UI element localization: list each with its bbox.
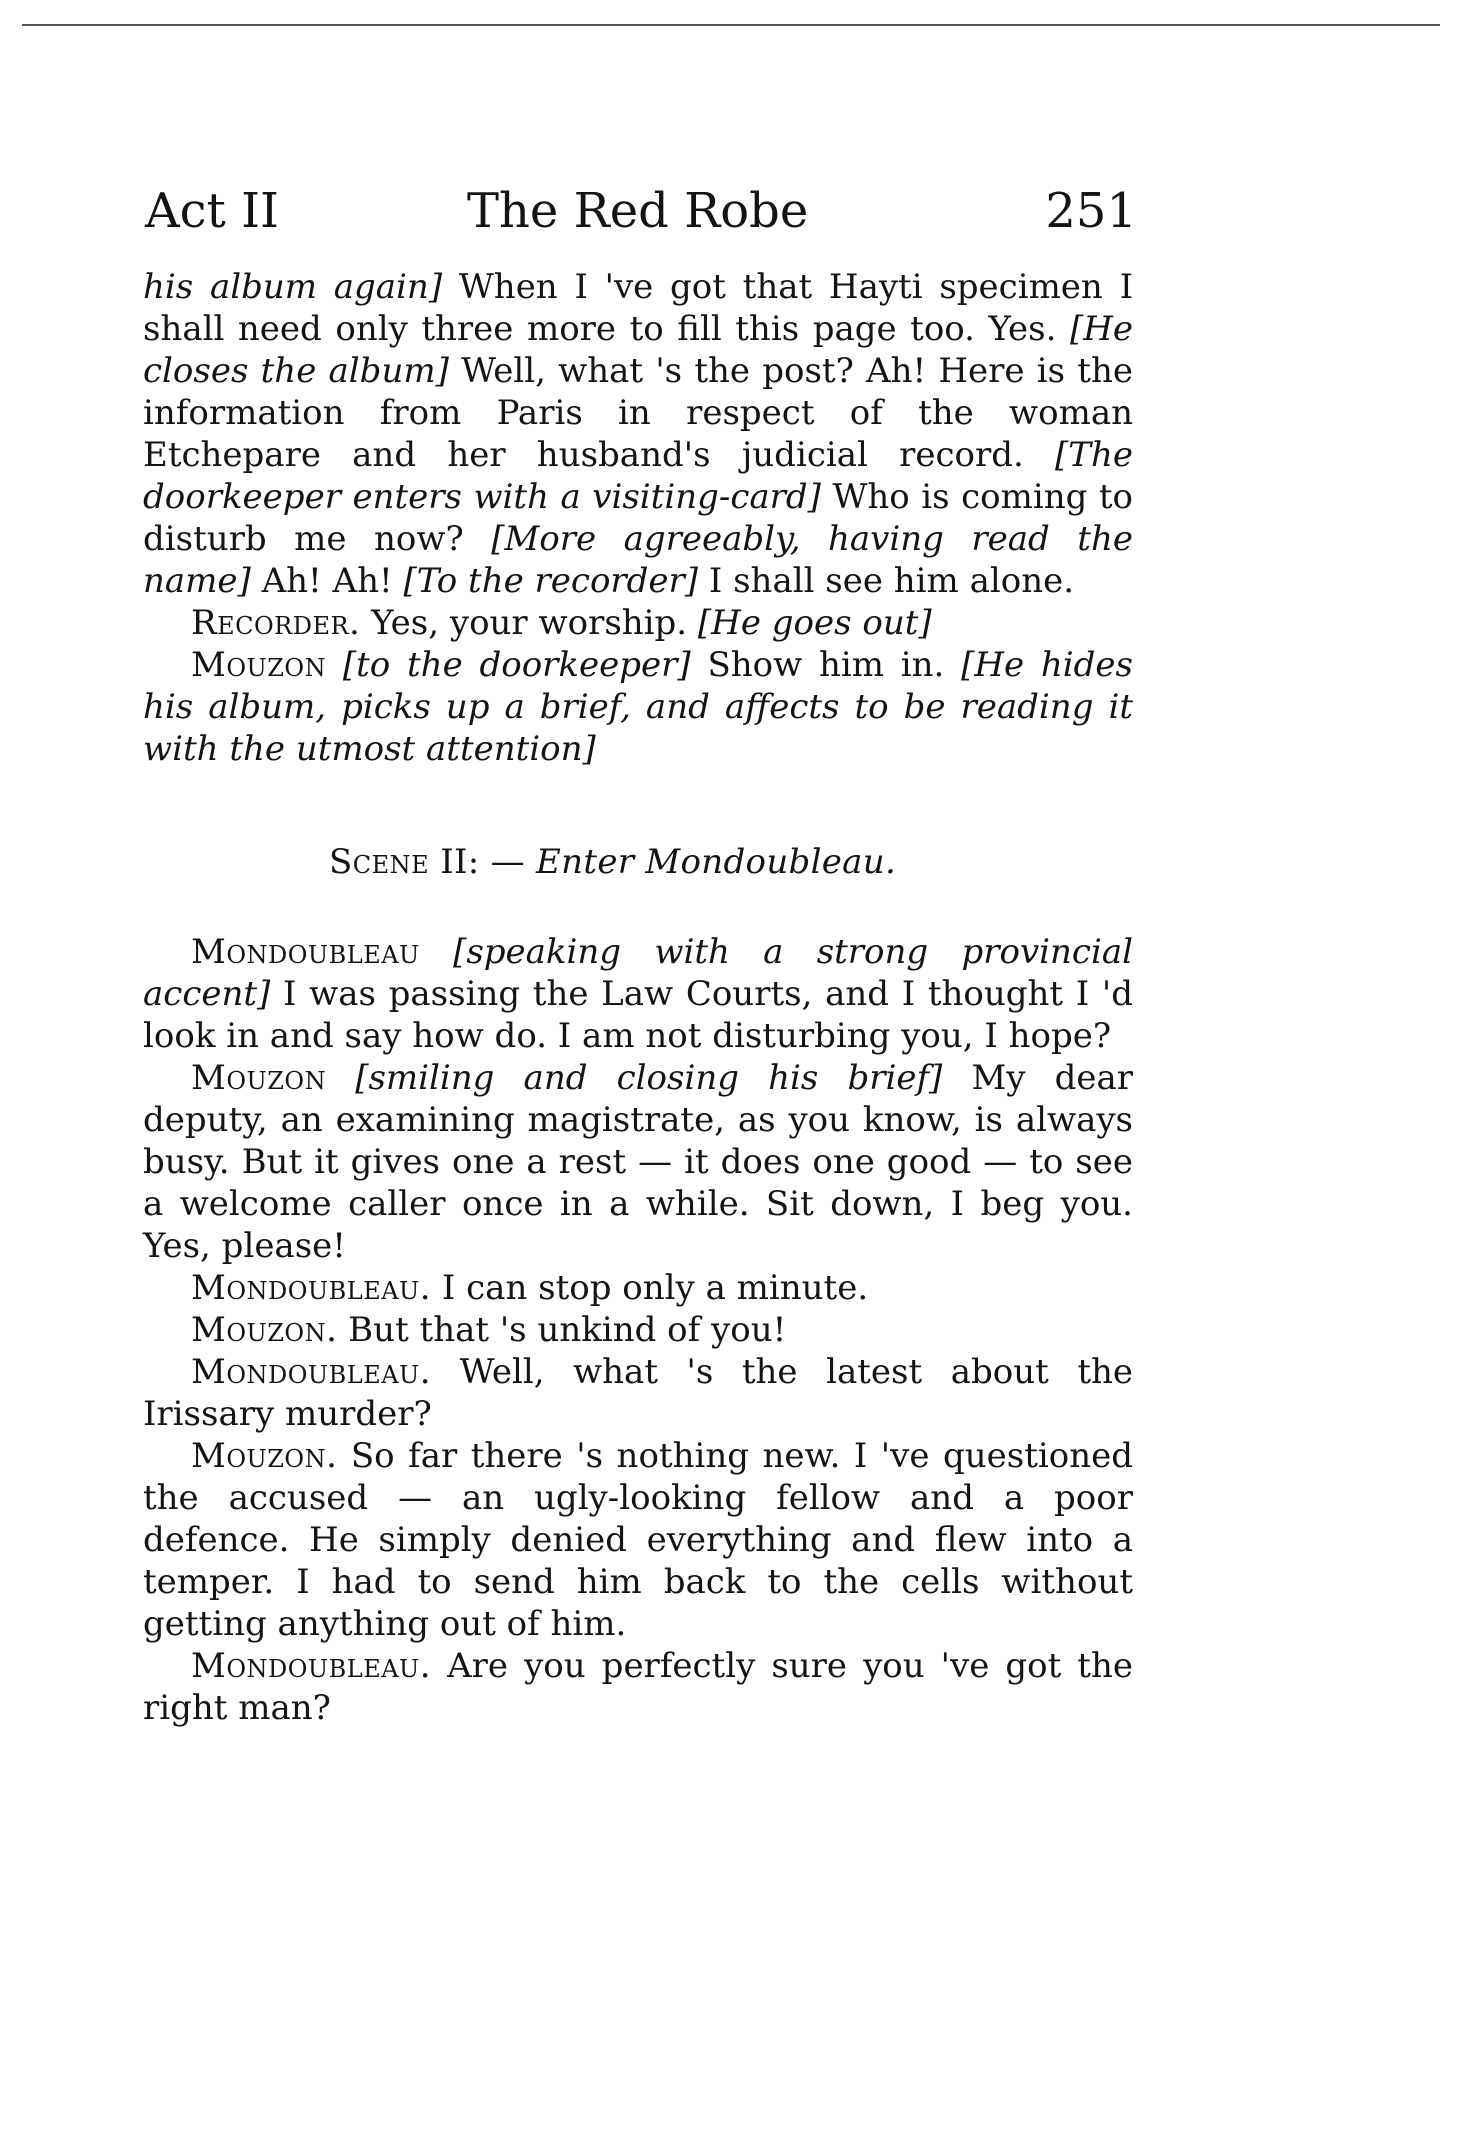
speech-paragraph: [143, 644, 1133, 770]
dialogue-text: I can stop only a minute.: [431, 1268, 869, 1308]
dialogue-text: Ah! Ah!: [261, 561, 404, 601]
speech-paragraph: [143, 1267, 1133, 1309]
stage-direction: [He closes the album]: [143, 309, 1133, 391]
dialogue-text: Are you perfectly sure you 've got the right man?: [143, 1646, 1133, 1728]
dialogue-text: Yes, your worship.: [360, 603, 698, 643]
dialogue-text: My dear deputy, an examining magistrate, as you know, is always busy. But it gives one a rest — it does one good — to see a welcome caller once in a while. Sit down, I beg you. Yes, please!: [143, 1058, 1133, 1266]
stage-direction: [smiling and closing his brief]: [326, 1058, 972, 1098]
speech-paragraph: [143, 931, 1133, 1057]
stage-direction: his album again]: [143, 267, 459, 307]
page-body: [143, 266, 1133, 1729]
page-number: 251: [1045, 183, 1137, 239]
dialogue-text: Well, what 's the post? Ah! Here is the information from Paris in respect of the woman Etchepare and her husband's judicial record.: [143, 351, 1133, 475]
page-title: The Red Robe: [467, 183, 809, 239]
stage-direction: [More agreeably, having read the name]: [143, 519, 1133, 601]
top-scan-rule: [22, 24, 1440, 26]
dialogue-text: Who is coming to disturb me now?: [143, 477, 1133, 559]
stage-direction: [to the doorkeeper]: [326, 645, 708, 685]
dialogue-text: Well, what 's the latest about the Irissary murder?: [143, 1352, 1133, 1434]
dialogue-text: So far there 's nothing new. I 've questioned the accused — an ugly-looking fellow and a poor defence. He simply denied everything and flew into a temper. I had to send him back to the cells without getting anything out of him.: [143, 1436, 1133, 1644]
speech-paragraph: [143, 1435, 1133, 1645]
speech-paragraph: [143, 1309, 1133, 1351]
dialogue-text: II: —: [429, 842, 537, 882]
speaker-name: Scene: [329, 842, 430, 882]
dialogue-text: But that 's unkind of you!: [337, 1310, 787, 1350]
speaker-name: Mouzon.: [191, 1310, 338, 1350]
dialogue-text: Show him in.: [707, 645, 962, 685]
running-header: [145, 183, 1137, 253]
speech-paragraph: [143, 1351, 1133, 1435]
speech-paragraph: [143, 266, 1133, 602]
dialogue-text: I was passing the Law Courts, and I thought I 'd look in and say how do. I am not disturbing you, I hope?: [143, 974, 1134, 1056]
speaker-name: Mouzon: [191, 1058, 327, 1098]
stage-direction: [He hides his album, picks up a brief, and affects to be reading it with the utmost attention]: [143, 645, 1134, 769]
scene-heading: [329, 841, 1133, 883]
stage-direction: [He goes out]: [697, 603, 932, 643]
dialogue-text: When I 've got that Hayti specimen I shall need only three more to fill this page too. Yes.: [143, 267, 1134, 349]
speaker-name: Mouzon: [191, 645, 327, 685]
speech-paragraph: [143, 1057, 1133, 1267]
speaker-name: Mondoubleau: [191, 932, 420, 972]
stage-direction: [The doorkeeper enters with a visiting-card]: [143, 435, 1133, 517]
speaker-name: Mondoubleau.: [191, 1646, 432, 1686]
act-label: Act II: [145, 183, 280, 239]
dialogue-text: I shall see him alone.: [708, 561, 1075, 601]
speaker-name: Recorder.: [191, 603, 361, 643]
speaker-name: Mouzon.: [191, 1436, 338, 1476]
stage-direction: [To the recorder]: [403, 561, 709, 601]
speaker-name: Mondoubleau.: [191, 1268, 432, 1308]
speech-paragraph: [143, 602, 1133, 644]
stage-direction: Enter Mondoubleau.: [536, 842, 897, 882]
stage-direction: [speaking with a strong provincial accent]: [143, 932, 1133, 1014]
speaker-name: Mondoubleau.: [191, 1352, 432, 1392]
speech-paragraph: [143, 1645, 1133, 1729]
